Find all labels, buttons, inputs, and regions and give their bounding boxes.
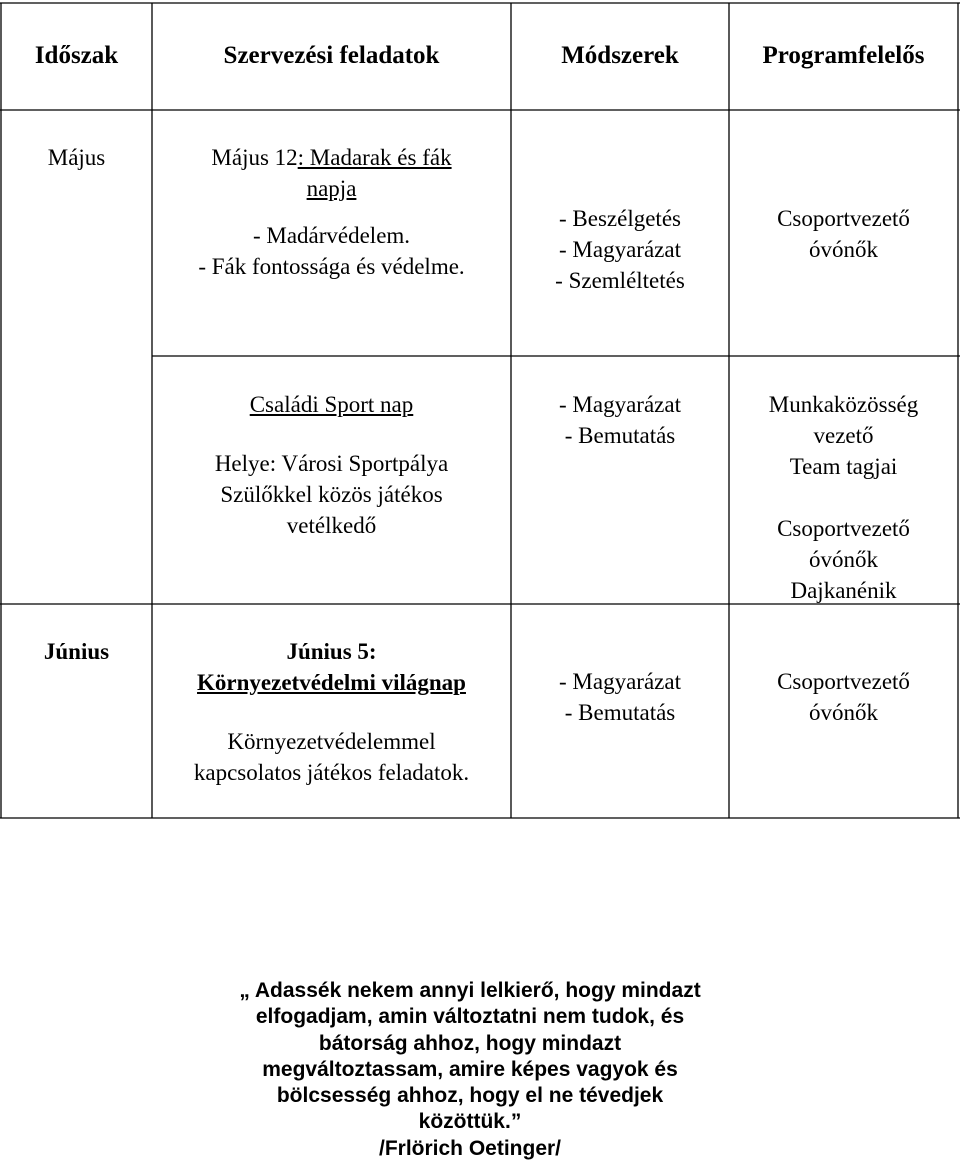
quote-line: „ Adassék nekem annyi lelkierő, hogy mindazt: [239, 979, 701, 1002]
quote-line: bölcsesség ahhoz, hogy el ne tévedjek: [276, 1084, 664, 1108]
responsible-item: Munkaközösség: [768, 392, 919, 417]
row-1-task-line: - Fák fontossága és védelme.: [198, 254, 465, 279]
method-item: - Bemutatás: [564, 700, 676, 725]
quote-author: /Frlörich Oetinger/: [378, 1136, 562, 1160]
responsible-item: Team tagjai: [789, 454, 898, 479]
header-period: Időszak: [34, 42, 119, 69]
row-1-task-title-prefix: Május 12: [211, 145, 298, 170]
header-responsible: Programfelelős: [762, 42, 925, 69]
row-2-tasks: [152, 389, 511, 541]
responsible-item: vezető: [813, 423, 874, 448]
row-1-responsible: [729, 203, 958, 265]
row-1-methods: [511, 203, 729, 296]
header-methods: Módszerek: [561, 42, 679, 69]
responsible-item: Csoportvezető: [777, 206, 910, 231]
responsible-item: óvónők: [809, 547, 878, 572]
method-item: - Magyarázat: [559, 392, 681, 417]
row-3-task-line: Környezetvédelemmel: [227, 729, 436, 754]
row-1-task-line: - Madárvédelem.: [252, 223, 411, 248]
row-2-task-line: vetélkedő: [286, 513, 377, 538]
header-tasks: Szervezési feladatok: [223, 42, 440, 69]
row-3-tasks: [152, 636, 511, 788]
row-2-methods: [511, 389, 729, 451]
row-3-task-line: kapcsolatos játékos feladatok.: [193, 760, 470, 785]
closing-quote: [150, 978, 790, 1162]
row-1-task-title-suffix: : Madarak és fák: [297, 145, 452, 170]
quote-line: közöttük.”: [418, 1110, 522, 1134]
method-item: - Bemutatás: [564, 423, 676, 448]
row-3-period: Június: [43, 639, 110, 664]
row-1-tasks: [152, 142, 511, 282]
quote-line: bátorság ahhoz, hogy mindazt: [318, 1031, 622, 1055]
quote-line: elfogadjam, amin változtatni nem tudok, és: [255, 1005, 685, 1029]
row-3-task-title-line2: Környezetvédelmi világnap: [197, 670, 466, 695]
responsible-item: óvónők: [809, 700, 878, 725]
row-1-task-title-line2: napja: [306, 176, 357, 201]
row-1-period: Május: [47, 145, 106, 170]
row-3-task-title: Június 5:: [286, 639, 377, 664]
responsible-item: Csoportvezető: [777, 516, 910, 541]
row-2-responsible: [729, 389, 958, 606]
method-item: - Magyarázat: [559, 237, 681, 262]
method-item: - Szemléltetés: [555, 268, 685, 293]
responsible-item: Csoportvezető: [777, 669, 910, 694]
row-2-task-line: Szülőkkel közös játékos: [220, 482, 443, 507]
method-item: - Beszélgetés: [559, 206, 681, 231]
row-2-task-title: Családi Sport nap: [249, 392, 414, 417]
row-3-methods: [511, 666, 729, 728]
row-2-task-line: Helye: Városi Sportpálya: [214, 451, 449, 476]
responsible-item: óvónők: [809, 237, 878, 262]
row-3-responsible: [729, 666, 958, 728]
quote-line: megváltoztassam, amire képes vagyok és: [262, 1057, 678, 1081]
method-item: - Magyarázat: [559, 669, 681, 694]
responsible-item: Dajkanénik: [790, 578, 897, 603]
